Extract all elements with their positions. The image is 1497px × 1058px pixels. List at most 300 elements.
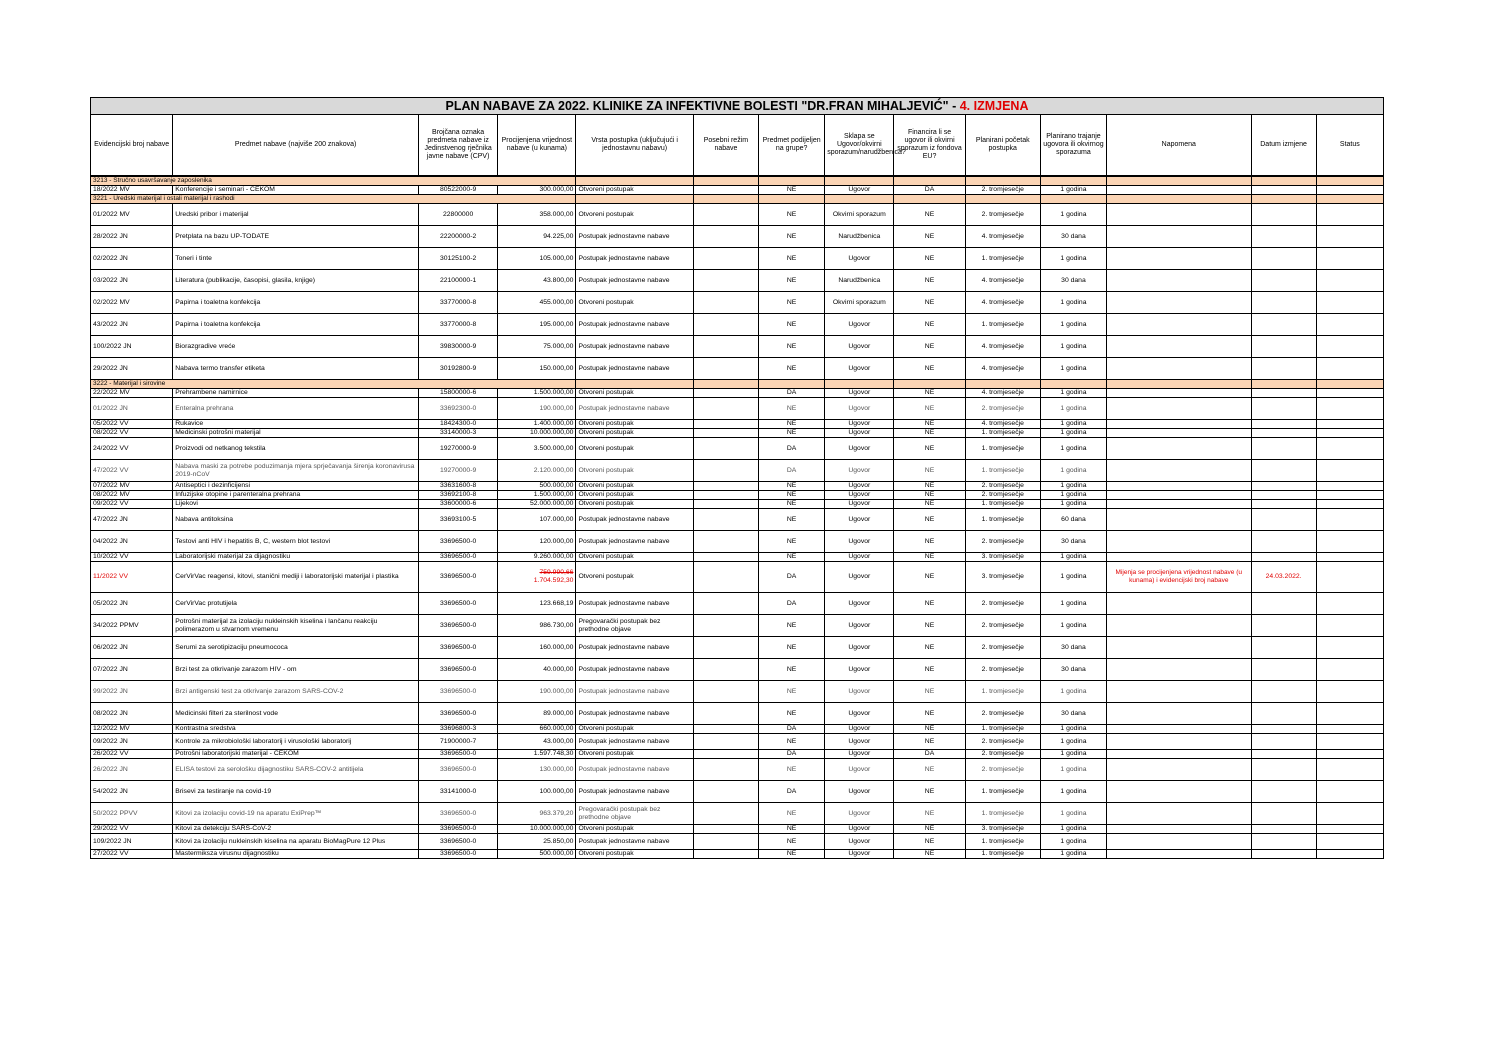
status-cell <box>1316 825 1383 834</box>
cpv-code-cell: 33600000-6 <box>419 500 498 509</box>
contract-type-cell: Ugovor <box>825 491 894 500</box>
change-date-cell <box>1251 734 1316 750</box>
contract-type-cell: Okvirni sporazum <box>825 292 894 314</box>
note-cell <box>1107 781 1251 803</box>
estimated-value-cell: 1.500.000,00 <box>498 491 576 500</box>
cpv-code-cell: 33770000-8 <box>419 314 498 336</box>
column-header: Sklapa se Ugovor/okvirni sporazum/narudžbenica? <box>825 115 894 177</box>
procurement-plan-sheet <box>90 97 1384 859</box>
procedure-type-cell: Otvoreni postupak <box>576 482 693 491</box>
procedure-type-cell: Postupak jednostavne nabave <box>576 226 693 248</box>
divided-into-groups-cell: NE <box>759 270 825 292</box>
estimated-value-cell: 358.000,00 <box>498 204 576 226</box>
planned-duration-cell: 1 godina <box>1040 734 1106 750</box>
special-regime-cell <box>693 681 758 703</box>
planned-start-cell: 1. tromjesečje <box>965 781 1040 803</box>
estimated-value-cell: 105.000,00 <box>498 248 576 270</box>
procedure-type-cell: Otvoreni postupak <box>576 491 693 500</box>
estimated-value-cell: 10.000.000,00 <box>498 429 576 438</box>
eu-funds-cell: NE <box>894 703 965 725</box>
cpv-code-cell: 33696500-0 <box>419 615 498 637</box>
note-cell <box>1107 204 1251 226</box>
subject-cell: Uredski pribor i materijal <box>173 204 419 226</box>
note-cell <box>1107 314 1251 336</box>
status-cell <box>1316 389 1383 398</box>
eu-funds-cell: NE <box>894 803 965 825</box>
special-regime-cell <box>693 615 758 637</box>
status-cell <box>1316 336 1383 358</box>
cpv-code-cell: 33696500-0 <box>419 681 498 703</box>
procedure-type-cell: Otvoreni postupak <box>576 850 693 859</box>
change-date-cell <box>1251 803 1316 825</box>
evidence-number-cell: 34/2022 PPMV <box>91 615 173 637</box>
divided-into-groups-cell: NE <box>759 336 825 358</box>
change-date-cell <box>1251 825 1316 834</box>
procedure-type-cell: Postupak jednostavne nabave <box>576 270 693 292</box>
table-row <box>91 553 1384 562</box>
column-header: Planirano trajanje ugovora ili okvirnog sporazuma <box>1040 115 1106 177</box>
estimated-value-cell: 2.120.000,00 <box>498 460 576 482</box>
evidence-number-cell: 02/2022 JN <box>91 248 173 270</box>
subject-cell: Brisevi za testiranje na covid-19 <box>173 781 419 803</box>
cpv-code-cell: 33696500-0 <box>419 703 498 725</box>
change-date-cell <box>1251 270 1316 292</box>
procedure-type-cell: Otvoreni postupak <box>576 389 693 398</box>
estimated-value-cell: 130.000,00 <box>498 759 576 781</box>
subject-cell: Antiseptici i dezinficijensi <box>173 482 419 491</box>
status-cell <box>1316 491 1383 500</box>
note-cell <box>1107 226 1251 248</box>
change-date-cell <box>1251 725 1316 734</box>
note-cell <box>1107 389 1251 398</box>
procedure-type-cell: Otvoreni postupak <box>576 420 693 429</box>
status-cell <box>1316 750 1383 759</box>
planned-duration-cell: 1 godina <box>1040 398 1106 420</box>
cpv-code-cell: 80522000-9 <box>419 186 498 195</box>
planned-start-cell: 4. tromjesečje <box>965 292 1040 314</box>
section-empty-cell <box>1316 195 1383 204</box>
evidence-number-cell: 26/2022 VV <box>91 750 173 759</box>
evidence-number-cell: 43/2022 JN <box>91 314 173 336</box>
subject-cell: Brzi test za otkrivanje zarazom HIV - om <box>173 659 419 681</box>
planned-duration-cell: 30 dana <box>1040 703 1106 725</box>
table-row <box>91 248 1384 270</box>
status-cell <box>1316 292 1383 314</box>
section-empty-cell <box>693 195 758 204</box>
eu-funds-cell: NE <box>894 420 965 429</box>
planned-duration-cell: 1 godina <box>1040 615 1106 637</box>
cpv-code-cell: 33692100-8 <box>419 491 498 500</box>
subject-cell: Prehrambene namirnice <box>173 389 419 398</box>
special-regime-cell <box>693 292 758 314</box>
eu-funds-cell: DA <box>894 750 965 759</box>
contract-type-cell: Ugovor <box>825 420 894 429</box>
change-note: Mijenja se procijenjena vrijednost nabave (u kunama) i evidencijski broj nabave <box>1115 569 1243 584</box>
section-empty-cell <box>759 380 825 389</box>
contract-type-cell: Narudžbenica <box>825 226 894 248</box>
note-cell <box>1107 659 1251 681</box>
status-cell <box>1316 615 1383 637</box>
column-header: Napomena <box>1107 115 1251 177</box>
planned-start-cell: 1. tromjesečje <box>965 509 1040 531</box>
section-empty-cell <box>894 176 965 186</box>
change-date-cell <box>1251 531 1316 553</box>
change-date-cell <box>1251 460 1316 482</box>
estimated-value-cell: 107.000,00 <box>498 509 576 531</box>
subject-cell: Kitovi za izolaciju nukleinskih kiselina na aparatu BioMagPure 12 Plus <box>173 834 419 850</box>
divided-into-groups-cell: NE <box>759 204 825 226</box>
estimated-value-cell <box>498 562 576 593</box>
special-regime-cell <box>693 398 758 420</box>
cpv-code-cell: 33696500-0 <box>419 562 498 593</box>
planned-start-cell: 1. tromjesečje <box>965 681 1040 703</box>
section-empty-cell <box>576 380 693 389</box>
estimated-value-cell: 455.000,00 <box>498 292 576 314</box>
evidence-number-cell: 27/2022 VV <box>91 850 173 859</box>
table-row <box>91 637 1384 659</box>
subject-cell: Papirna i toaletna konfekcija <box>173 292 419 314</box>
status-cell <box>1316 186 1383 195</box>
cpv-code-cell: 22800000 <box>419 204 498 226</box>
subject-cell: Rukavice <box>173 420 419 429</box>
section-label: 3221 - Uredski materijal i ostali materijal i rashodi <box>91 195 576 204</box>
planned-start-cell: 4. tromjesečje <box>965 336 1040 358</box>
eu-funds-cell: NE <box>894 553 965 562</box>
section-empty-cell <box>894 380 965 389</box>
special-regime-cell <box>693 750 758 759</box>
eu-funds-cell: NE <box>894 593 965 615</box>
contract-type-cell: Ugovor <box>825 531 894 553</box>
planned-duration-cell: 1 godina <box>1040 562 1106 593</box>
evidence-number-cell: 08/2022 VV <box>91 429 173 438</box>
estimated-value-cell: 500.000,00 <box>498 482 576 491</box>
change-date-cell <box>1251 226 1316 248</box>
special-regime-cell <box>693 270 758 292</box>
eu-funds-cell: NE <box>894 562 965 593</box>
status-cell <box>1316 659 1383 681</box>
divided-into-groups-cell: NE <box>759 825 825 834</box>
procedure-type-cell: Otvoreni postupak <box>576 825 693 834</box>
status-cell <box>1316 314 1383 336</box>
subject-cell: Toneri i tinte <box>173 248 419 270</box>
divided-into-groups-cell: NE <box>759 482 825 491</box>
cpv-code-cell: 39830000-9 <box>419 336 498 358</box>
table-row <box>91 482 1384 491</box>
change-date-cell <box>1251 759 1316 781</box>
note-cell <box>1107 358 1251 380</box>
table-row <box>91 389 1384 398</box>
cpv-code-cell: 15800000-6 <box>419 389 498 398</box>
procedure-type-cell: Postupak jednostavne nabave <box>576 637 693 659</box>
procedure-type-cell: Postupak jednostavne nabave <box>576 398 693 420</box>
subject-cell: Pretplata na bazu UP-TODATE <box>173 226 419 248</box>
status-cell <box>1316 226 1383 248</box>
divided-into-groups-cell: NE <box>759 314 825 336</box>
procedure-type-cell: Postupak jednostavne nabave <box>576 509 693 531</box>
table-row <box>91 825 1384 834</box>
evidence-number-cell: 10/2022 VV <box>91 553 173 562</box>
change-date-cell <box>1251 615 1316 637</box>
status-cell <box>1316 734 1383 750</box>
eu-funds-cell: NE <box>894 204 965 226</box>
eu-funds-cell: NE <box>894 429 965 438</box>
special-regime-cell <box>693 336 758 358</box>
estimated-value-cell: 43.800,00 <box>498 270 576 292</box>
evidence-number-cell: 04/2022 JN <box>91 531 173 553</box>
change-date-cell <box>1251 593 1316 615</box>
subject-cell: Infuzijske otopine i parenteralna prehrana <box>173 491 419 500</box>
special-regime-cell <box>693 429 758 438</box>
estimated-value-cell: 52.000.000,00 <box>498 500 576 509</box>
cpv-code-cell: 33696500-0 <box>419 637 498 659</box>
section-empty-cell <box>1107 195 1251 204</box>
planned-duration-cell: 1 godina <box>1040 460 1106 482</box>
estimated-value-cell: 3.500.000,00 <box>498 438 576 460</box>
section-empty-cell <box>894 195 965 204</box>
planned-duration-cell: 1 godina <box>1040 750 1106 759</box>
note-cell <box>1107 398 1251 420</box>
section-row <box>91 380 1384 389</box>
planned-start-cell: 2. tromjesečje <box>965 615 1040 637</box>
section-row <box>91 195 1384 204</box>
page-title <box>90 97 1384 114</box>
note-cell <box>1107 825 1251 834</box>
change-date-cell <box>1251 834 1316 850</box>
change-date-cell <box>1251 681 1316 703</box>
note-cell <box>1107 270 1251 292</box>
column-header: Procijenjena vrijednost nabave (u kunama) <box>498 115 576 177</box>
planned-duration-cell: 30 dana <box>1040 531 1106 553</box>
contract-type-cell: Ugovor <box>825 553 894 562</box>
column-header: Status <box>1316 115 1383 177</box>
section-row <box>91 176 1384 186</box>
divided-into-groups-cell: NE <box>759 615 825 637</box>
planned-start-cell: 4. tromjesečje <box>965 358 1040 380</box>
eu-funds-cell: NE <box>894 834 965 850</box>
status-cell <box>1316 834 1383 850</box>
note-cell <box>1107 292 1251 314</box>
evidence-number-cell: 03/2022 JN <box>91 270 173 292</box>
status-cell <box>1316 725 1383 734</box>
column-header: Predmet podijeljen na grupe? <box>759 115 825 177</box>
special-regime-cell <box>693 850 758 859</box>
table-row <box>91 615 1384 637</box>
planned-start-cell: 2. tromjesečje <box>965 186 1040 195</box>
estimated-value-cell: 75.000,00 <box>498 336 576 358</box>
evidence-number-cell: 08/2022 JN <box>91 703 173 725</box>
procedure-type-cell: Otvoreni postupak <box>576 725 693 734</box>
special-regime-cell <box>693 759 758 781</box>
table-row <box>91 270 1384 292</box>
column-header: Planirani početak postupka <box>965 115 1040 177</box>
status-cell <box>1316 681 1383 703</box>
evidence-number-cell: 47/2022 VV <box>91 460 173 482</box>
note-cell <box>1107 553 1251 562</box>
cpv-code-cell: 33696800-3 <box>419 725 498 734</box>
estimated-value-cell: 120.000,00 <box>498 531 576 553</box>
contract-type-cell: Ugovor <box>825 314 894 336</box>
note-cell <box>1107 850 1251 859</box>
table-row <box>91 314 1384 336</box>
planned-start-cell: 1. tromjesečje <box>965 429 1040 438</box>
procedure-type-cell: Postupak jednostavne nabave <box>576 314 693 336</box>
special-regime-cell <box>693 553 758 562</box>
subject-cell: Mastermiksza virusnu dijagnostiku <box>173 850 419 859</box>
cpv-code-cell: 30192800-9 <box>419 358 498 380</box>
status-cell <box>1316 531 1383 553</box>
subject-cell: Laboratorijski materijal za dijagnostiku <box>173 553 419 562</box>
divided-into-groups-cell: NE <box>759 186 825 195</box>
divided-into-groups-cell: DA <box>759 750 825 759</box>
change-date-cell <box>1251 637 1316 659</box>
procedure-type-cell: Postupak jednostavne nabave <box>576 248 693 270</box>
section-empty-cell <box>1251 176 1316 186</box>
special-regime-cell <box>693 358 758 380</box>
planned-duration-cell: 30 dana <box>1040 226 1106 248</box>
planned-duration-cell: 1 godina <box>1040 420 1106 429</box>
special-regime-cell <box>693 803 758 825</box>
procedure-type-cell: Otvoreni postupak <box>576 429 693 438</box>
divided-into-groups-cell: NE <box>759 759 825 781</box>
note-cell <box>1107 438 1251 460</box>
note-cell <box>1107 336 1251 358</box>
estimated-value-cell: 986.730,00 <box>498 615 576 637</box>
planned-start-cell: 1. tromjesečje <box>965 803 1040 825</box>
status-cell <box>1316 482 1383 491</box>
cpv-code-cell: 30125100-2 <box>419 248 498 270</box>
planned-duration-cell: 1 godina <box>1040 248 1106 270</box>
planned-start-cell: 2. tromjesečje <box>965 482 1040 491</box>
planned-duration-cell: 1 godina <box>1040 429 1106 438</box>
subject-cell: Lijekovi <box>173 500 419 509</box>
evidence-number-cell: 54/2022 JN <box>91 781 173 803</box>
contract-type-cell: Ugovor <box>825 703 894 725</box>
section-empty-cell <box>825 380 894 389</box>
special-regime-cell <box>693 593 758 615</box>
planned-duration-cell: 1 godina <box>1040 725 1106 734</box>
eu-funds-cell: NE <box>894 659 965 681</box>
evidence-number-cell: 06/2022 JN <box>91 637 173 659</box>
subject-cell: Kontrole za mikrobiološki laboratorij i virusološki laboratorij <box>173 734 419 750</box>
table-body <box>91 176 1384 859</box>
planned-duration-cell: 1 godina <box>1040 850 1106 859</box>
evidence-number-cell: 100/2022 JN <box>91 336 173 358</box>
procedure-type-cell: Pregovarački postupak bez prethodne objave <box>576 803 693 825</box>
eu-funds-cell: NE <box>894 781 965 803</box>
procedure-type-cell: Postupak jednostavne nabave <box>576 336 693 358</box>
contract-type-cell: Ugovor <box>825 248 894 270</box>
procurement-table <box>90 114 1384 859</box>
contract-type-cell: Ugovor <box>825 850 894 859</box>
subject-cell: Kitovi za detekciju SARS-CoV-2 <box>173 825 419 834</box>
planned-start-cell: 3. tromjesečje <box>965 825 1040 834</box>
note-cell <box>1107 562 1251 593</box>
planned-duration-cell: 1 godina <box>1040 314 1106 336</box>
cpv-code-cell: 33696500-0 <box>419 531 498 553</box>
contract-type-cell: Ugovor <box>825 593 894 615</box>
divided-into-groups-cell: NE <box>759 248 825 270</box>
change-date-cell <box>1251 781 1316 803</box>
special-regime-cell <box>693 734 758 750</box>
section-empty-cell <box>825 176 894 186</box>
eu-funds-cell: NE <box>894 226 965 248</box>
special-regime-cell <box>693 248 758 270</box>
planned-start-cell: 2. tromjesečje <box>965 637 1040 659</box>
special-regime-cell <box>693 637 758 659</box>
table-row <box>91 593 1384 615</box>
table-row <box>91 460 1384 482</box>
evidence-number-cell: 05/2022 VV <box>91 420 173 429</box>
section-empty-cell <box>1316 176 1383 186</box>
procedure-type-cell: Postupak jednostavne nabave <box>576 681 693 703</box>
evidence-number-cell: 22/2022 MV <box>91 389 173 398</box>
table-row <box>91 398 1384 420</box>
table-row <box>91 292 1384 314</box>
section-empty-cell <box>693 176 758 186</box>
eu-funds-cell: NE <box>894 438 965 460</box>
change-date-cell <box>1251 336 1316 358</box>
status-cell <box>1316 500 1383 509</box>
contract-type-cell: Ugovor <box>825 759 894 781</box>
subject-cell: Medicinski potrošni materijal <box>173 429 419 438</box>
eu-funds-cell: NE <box>894 850 965 859</box>
divided-into-groups-cell: NE <box>759 491 825 500</box>
table-row <box>91 681 1384 703</box>
section-empty-cell <box>1040 195 1106 204</box>
planned-start-cell: 1. tromjesečje <box>965 248 1040 270</box>
note-cell <box>1107 491 1251 500</box>
table-row <box>91 336 1384 358</box>
contract-type-cell: Ugovor <box>825 500 894 509</box>
divided-into-groups-cell: DA <box>759 438 825 460</box>
status-cell <box>1316 850 1383 859</box>
evidence-number-cell: 28/2022 JN <box>91 226 173 248</box>
planned-start-cell: 4. tromjesečje <box>965 270 1040 292</box>
note-cell <box>1107 803 1251 825</box>
planned-duration-cell: 1 godina <box>1040 681 1106 703</box>
divided-into-groups-cell: DA <box>759 781 825 803</box>
cpv-code-cell: 33696500-0 <box>419 825 498 834</box>
planned-duration-cell: 1 godina <box>1040 593 1106 615</box>
title-main: PLAN NABAVE ZA 2022. KLINIKE ZA INFEKTIVNE BOLESTI "DR.FRAN MIHALJEVIĆ" - <box>445 99 960 113</box>
status-cell <box>1316 270 1383 292</box>
planned-start-cell: 1. tromjesečje <box>965 725 1040 734</box>
subject-cell: CerVirVac protutijela <box>173 593 419 615</box>
contract-type-cell: Narudžbenica <box>825 270 894 292</box>
note-cell <box>1107 593 1251 615</box>
evidence-number-cell: 50/2022 PPVV <box>91 803 173 825</box>
section-empty-cell <box>965 380 1040 389</box>
change-date-cell <box>1251 438 1316 460</box>
eu-funds-cell: NE <box>894 358 965 380</box>
eu-funds-cell: NE <box>894 681 965 703</box>
estimated-value-cell: 300.000,00 <box>498 186 576 195</box>
section-empty-cell <box>1316 380 1383 389</box>
cpv-code-cell: 19270000-9 <box>419 438 498 460</box>
table-row <box>91 703 1384 725</box>
divided-into-groups-cell: NE <box>759 850 825 859</box>
section-empty-cell <box>1251 195 1316 204</box>
contract-type-cell: Ugovor <box>825 781 894 803</box>
table-row <box>91 491 1384 500</box>
table-row <box>91 500 1384 509</box>
section-empty-cell <box>1107 176 1251 186</box>
estimated-value-cell: 1.597.748,30 <box>498 750 576 759</box>
estimated-value-cell: 150.000,00 <box>498 358 576 380</box>
subject-cell: Potrošni materijal za izolaciju nukleinskih kiselina i lančanu reakciju polimerazom u stvarnom vremenu <box>173 615 419 637</box>
estimated-value-cell: 1.500.000,00 <box>498 389 576 398</box>
special-regime-cell <box>693 703 758 725</box>
